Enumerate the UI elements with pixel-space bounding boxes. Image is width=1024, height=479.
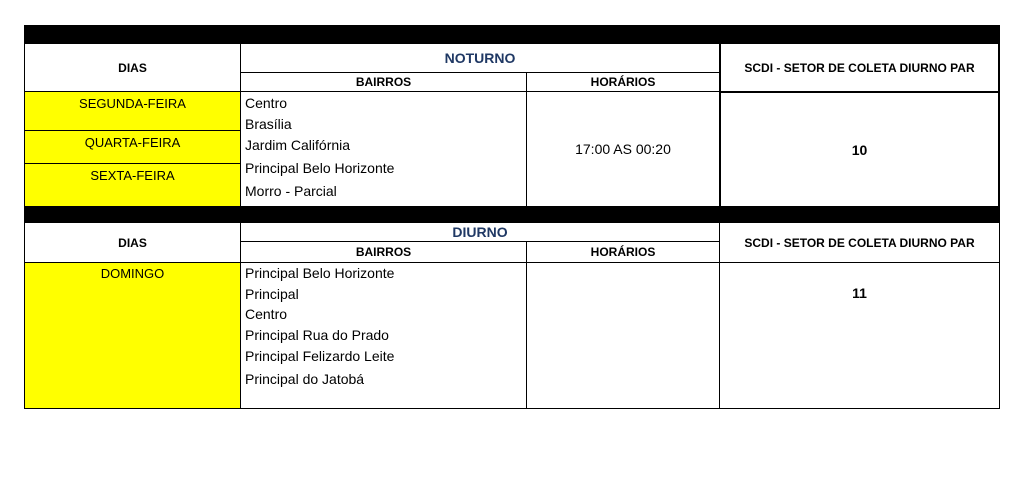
noturno-bairro-item: Morro - Parcial <box>245 183 337 199</box>
diurno-bairro-item: Principal Felizardo Leite <box>245 348 395 364</box>
noturno-bairro-item: Centro <box>245 95 288 111</box>
noturno-horario-value: 17:00 AS 00:20 <box>575 141 671 157</box>
noturno-setor-header: SCDI - SETOR DE COLETA DIURNO PAR <box>744 60 975 75</box>
noturno-section-title: NOTURNO <box>444 50 516 66</box>
noturno-frame-right <box>998 44 1000 206</box>
day-sexta-feira: SEXTA-FEIRA <box>25 164 240 206</box>
diurno-section-title: DIURNO <box>452 224 508 240</box>
day-segunda-feira: SEGUNDA-FEIRA <box>25 92 240 130</box>
middle-black-bar <box>24 206 1000 223</box>
noturno-horarios-header: HORÁRIOS <box>590 75 656 89</box>
diurno-bairro-item: Principal <box>245 286 299 302</box>
noturno-setor-value: 10 <box>851 141 868 158</box>
noturno-dias-header: DIAS <box>118 60 147 75</box>
diurno-horarios-header: HORÁRIOS <box>590 245 656 259</box>
diurno-horario-value <box>527 263 719 408</box>
diurno-frame-bottom <box>24 408 1000 409</box>
diurno-bairro-item: Principal Rua do Prado <box>245 327 389 343</box>
diurno-bairros-header: BAIRROS <box>355 245 412 259</box>
top-black-bar <box>24 25 1000 44</box>
diurno-setor-value: 11 <box>852 285 867 301</box>
noturno-bairro-item: Principal Belo Horizonte <box>245 160 395 176</box>
diurno-frame-right <box>999 223 1000 409</box>
noturno-bairro-item: Jardim Califórnia <box>245 137 351 153</box>
diurno-bairro-item: Principal Belo Horizonte <box>245 265 395 281</box>
diurno-setor-header: SCDI - SETOR DE COLETA DIURNO PAR <box>744 235 975 250</box>
diurno-bairro-item: Centro <box>245 306 288 322</box>
day-quarta-feira: QUARTA-FEIRA <box>25 131 240 163</box>
diurno-bairro-item: Principal do Jatobá <box>245 371 365 387</box>
day-domingo: DOMINGO <box>25 263 240 408</box>
diurno-dias-header: DIAS <box>118 235 147 250</box>
noturno-bairro-item: Brasília <box>245 116 292 132</box>
noturno-bairros-header: BAIRROS <box>355 75 412 89</box>
